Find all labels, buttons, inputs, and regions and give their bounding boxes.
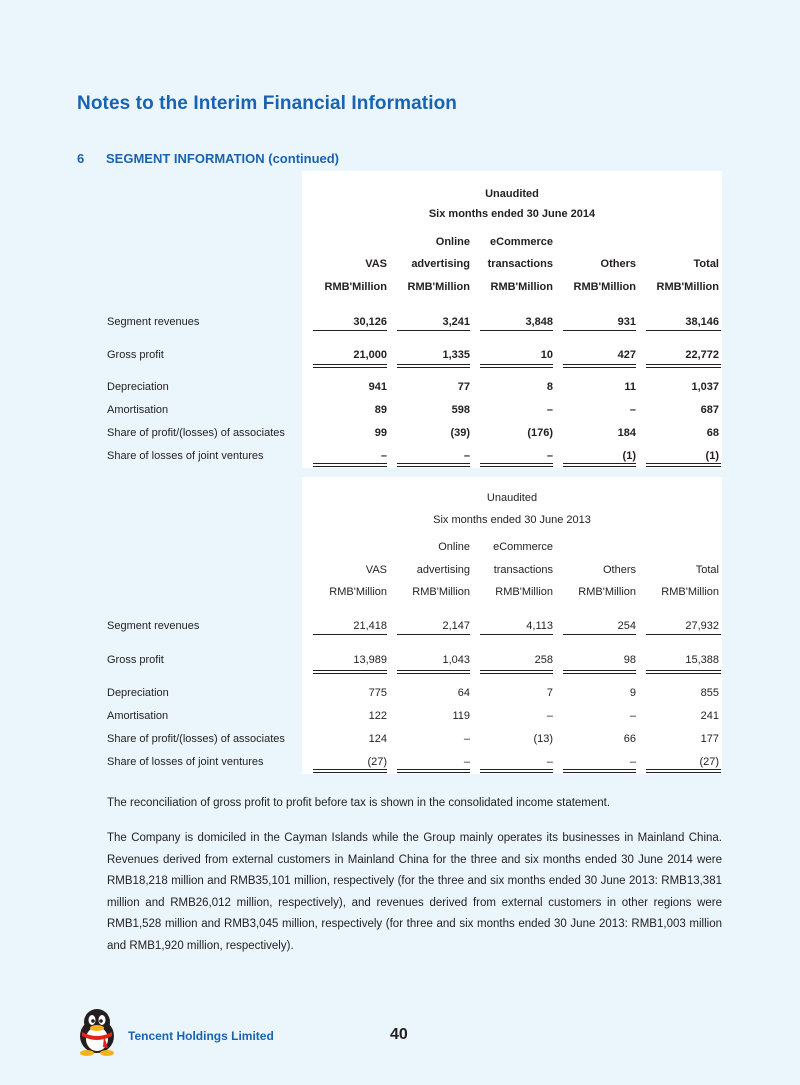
row-label: Depreciation [107, 687, 169, 699]
column-header-line2: transactions [493, 564, 553, 576]
company-name: Tencent Holdings Limited [128, 1029, 274, 1043]
row-label: Share of profit/(losses) of associates [107, 427, 285, 439]
section-title: SEGMENT INFORMATION (continued) [106, 151, 340, 166]
table-header-period: Six months ended 30 June 2014 [428, 208, 596, 220]
table-cell: 21,000 [353, 349, 387, 361]
table-cell: (27) [367, 756, 387, 768]
table-cell: 15,388 [685, 654, 719, 666]
table-cell: 2,147 [442, 620, 470, 632]
table-cell: 99 [374, 427, 387, 439]
rule-double [480, 670, 553, 674]
table-header-period: Six months ended 30 June 2013 [433, 514, 591, 526]
rule-double [646, 364, 721, 368]
table-cell: 184 [617, 427, 636, 439]
rule-double [313, 364, 387, 368]
rule-double [646, 463, 721, 467]
rule-double [397, 463, 470, 467]
column-header-unit: RMB'Million [656, 281, 719, 293]
table-cell: (176) [527, 427, 553, 439]
column-header-line2: VAS [365, 258, 387, 270]
table-cell: 9 [629, 687, 636, 699]
table-cell: 4,113 [526, 620, 553, 632]
rule-single [397, 634, 470, 635]
row-label: Gross profit [107, 349, 164, 361]
table-cell: (1) [705, 450, 719, 462]
column-header-line2: Others [600, 258, 636, 270]
rule-double [563, 463, 636, 467]
row-label: Share of losses of joint ventures [107, 756, 264, 768]
row-label: Segment revenues [107, 620, 200, 632]
row-label: Share of profit/(losses) of associates [107, 733, 285, 745]
table-cell: – [546, 756, 553, 768]
domicile-paragraph: The Company is domiciled in the Cayman Islands while the Group mainly operates its businesses in Mainland China. Revenues derived from external customers in Mainland China for the three and six months ended 30 June 2014 were RMB18,218 million and RMB35,101 million, respectively (for the three and six months ended 30 June 2013: RMB13,381 million and RMB26,012 million, respectively), and revenues derived from external customers in other regions were RMB1,528 million and RMB3,045 million, respectively (for three and six months ended 30 June 2013: RMB1,003 million and RMB1,920 million, respectively). [107, 832, 722, 952]
table-cell: 931 [617, 316, 636, 328]
table-cell: 855 [700, 687, 719, 699]
rule-double [563, 769, 636, 773]
table-cell: (1) [622, 450, 636, 462]
table-cell: 64 [457, 687, 470, 699]
rule-single [646, 634, 721, 635]
table-cell: 124 [368, 733, 387, 745]
column-header-unit: RMB'Million [412, 586, 470, 598]
table-cell: 177 [700, 733, 719, 745]
column-header-line1: Online [438, 541, 470, 553]
rule-double [563, 364, 636, 368]
rule-single [563, 634, 636, 635]
table-cell: 98 [623, 654, 636, 666]
table-cell: 1,335 [442, 349, 470, 361]
table-cell: – [546, 450, 553, 462]
table-cell: 22,772 [685, 349, 719, 361]
table-cell: – [463, 733, 470, 745]
row-label: Segment revenues [107, 316, 200, 328]
table-cell: – [629, 756, 636, 768]
rule-double [397, 364, 470, 368]
rule-double [480, 769, 553, 773]
table-cell: 122 [368, 710, 387, 722]
table-cell: 77 [457, 381, 470, 393]
rule-single [313, 634, 387, 635]
table-cell: – [546, 404, 553, 416]
column-header-unit: RMB'Million [324, 281, 387, 293]
table-cell: – [463, 756, 470, 768]
table-cell: 30,126 [353, 316, 387, 328]
table-cell: 38,146 [685, 316, 719, 328]
column-header-unit: RMB'Million [661, 586, 719, 598]
table-cell: – [546, 710, 553, 722]
row-label: Amortisation [107, 710, 169, 722]
table-cell: 775 [368, 687, 387, 699]
table-cell: 427 [617, 349, 636, 361]
table-cell: 941 [368, 381, 387, 393]
column-header-unit: RMB'Million [573, 281, 636, 293]
column-header-line1: eCommerce [490, 236, 553, 248]
table-cell: (27) [699, 756, 719, 768]
rule-single [397, 330, 470, 331]
table-header-status: Unaudited [486, 492, 538, 504]
rule-double [313, 769, 387, 773]
table-cell: – [629, 404, 636, 416]
table-cell: 119 [452, 710, 470, 722]
rule-double [313, 463, 387, 467]
column-header-unit: RMB'Million [495, 586, 553, 598]
table-cell: 687 [700, 404, 719, 416]
table-cell: 3,848 [525, 316, 553, 328]
table-cell: 7 [546, 687, 553, 699]
column-header-line2: transactions [487, 258, 553, 270]
rule-single [313, 330, 387, 331]
table-cell: – [629, 710, 636, 722]
row-label: Gross profit [107, 654, 164, 666]
table-cell: 258 [534, 654, 553, 666]
column-header-line2: VAS [365, 564, 387, 576]
column-header-unit: RMB'Million [578, 586, 636, 598]
table-cell: 1,043 [442, 654, 470, 666]
section-heading [77, 151, 339, 166]
table-cell: 27,932 [685, 620, 719, 632]
rule-single [646, 330, 721, 331]
table-header-status: Unaudited [485, 188, 539, 200]
table-cell: 8 [546, 381, 553, 393]
column-header-line1: Online [435, 236, 470, 248]
penguin-logo-icon [74, 1006, 120, 1056]
section-number: 6 [77, 151, 85, 166]
table-cell: 241 [700, 710, 719, 722]
rule-single [480, 634, 553, 635]
rule-single [480, 330, 553, 331]
rule-double [646, 670, 721, 674]
row-label: Amortisation [107, 404, 169, 416]
column-header-unit: RMB'Million [490, 281, 553, 293]
column-header-line2: advertising [411, 258, 470, 270]
rule-double [397, 769, 470, 773]
table-cell: (39) [450, 427, 470, 439]
rule-double [397, 670, 470, 674]
table-cell: 3,241 [442, 316, 470, 328]
table-cell: 66 [623, 733, 636, 745]
column-header-line2: Others [602, 564, 636, 576]
row-label: Share of losses of joint ventures [107, 450, 264, 462]
column-header-line2: advertising [416, 564, 470, 576]
table-cell: – [463, 450, 470, 462]
reconciliation-paragraph: The reconciliation of gross profit to profit before tax is shown in the consolidated income statement. [107, 797, 611, 809]
page-title: Notes to the Interim Financial Information [77, 93, 458, 114]
rule-double [646, 769, 721, 773]
rule-double [563, 670, 636, 674]
page-number: 40 [390, 1026, 408, 1043]
rule-double [480, 463, 553, 467]
table-cell: 10 [540, 349, 553, 361]
table-cell: 68 [706, 427, 719, 439]
column-header-unit: RMB'Million [407, 281, 470, 293]
table-cell: 13,989 [353, 654, 387, 666]
table-cell: 11 [624, 381, 636, 393]
table-cell: 598 [451, 404, 470, 416]
row-label: Depreciation [107, 381, 169, 393]
table-cell: 254 [617, 620, 636, 632]
rule-double [480, 364, 553, 368]
table-cell: 89 [374, 404, 387, 416]
column-header-line2: Total [693, 258, 719, 270]
rule-single [563, 330, 636, 331]
table-cell: (13) [533, 733, 553, 745]
column-header-line1: eCommerce [493, 541, 553, 553]
column-header-unit: RMB'Million [329, 586, 387, 598]
table-cell: 21,418 [353, 620, 387, 632]
column-header-line2: Total [695, 564, 719, 576]
table-cell: – [380, 450, 387, 462]
table-cell: 1,037 [691, 381, 719, 393]
rule-double [313, 670, 387, 674]
